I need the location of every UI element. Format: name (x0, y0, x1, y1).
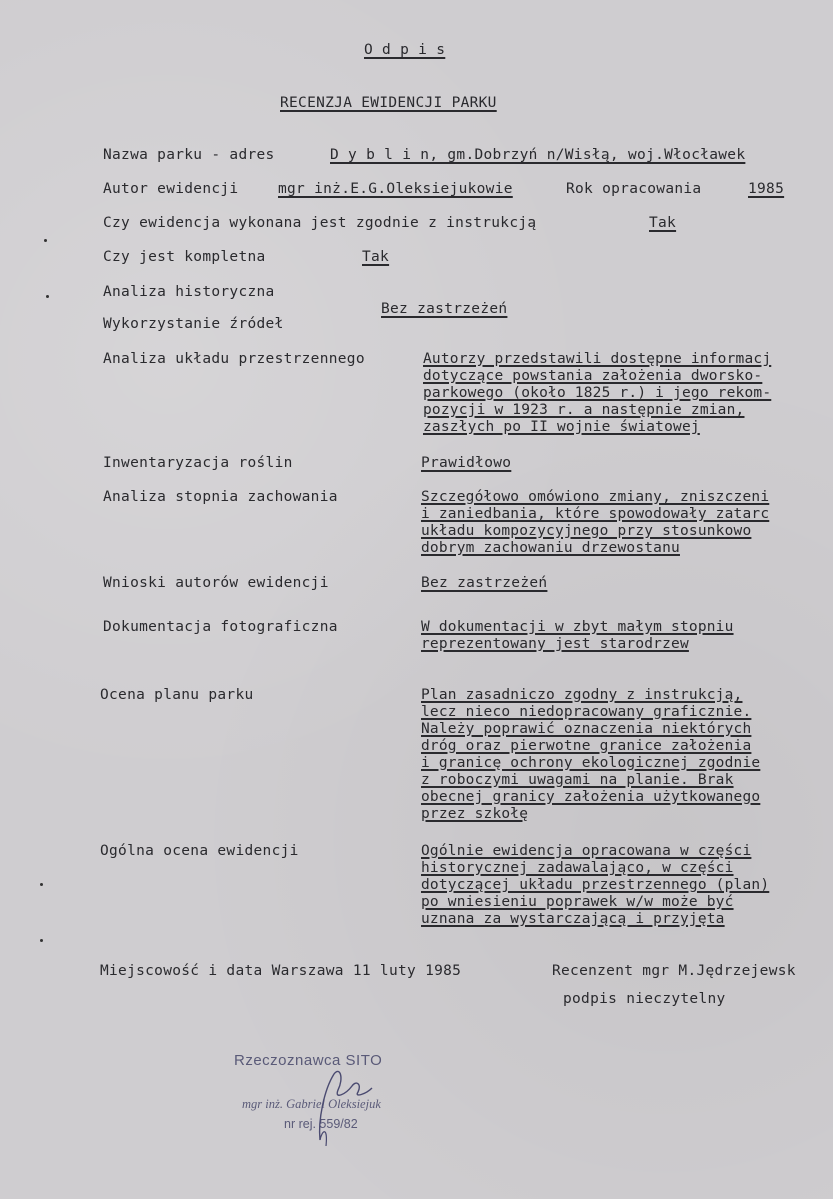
spatial-label: Analiza układu przestrzennego (103, 351, 365, 367)
overall-line: Ogólnie ewidencja opracowana w części (421, 843, 752, 859)
spatial-line: pozycji w 1923 r. a następnie zmian, (423, 402, 745, 418)
sources-label: Wykorzystanie źródeł (103, 316, 284, 332)
plan-line: Należy poprawić oznaczenia niektórych (421, 721, 752, 737)
photo-value (421, 619, 734, 653)
author-label: Autor ewidencji (103, 181, 239, 197)
plants-label: Inwentaryzacja roślin (103, 455, 293, 471)
plan-line: przez szkołę (421, 806, 529, 822)
margin-dot (44, 239, 47, 242)
spatial-line: dotyczące powstania założenia dworsko- (423, 368, 763, 384)
stamp-title: Rzeczoznawca SITO (234, 1052, 383, 1069)
instruction-label: Czy ewidencja wykonana jest zgodnie z instrukcją (103, 215, 537, 231)
overall-line: uznana za wystarczającą i przyjęta (421, 911, 725, 927)
conclusions-value: Bez zastrzeżeń (421, 575, 548, 591)
photo-line: reprezentowany jest starodrzew (421, 636, 689, 652)
plan-line: z roboczymi uwagami na planie. Brak (421, 772, 734, 788)
overall-line: po wniesieniu poprawek w/w może być (421, 894, 734, 910)
photo-label: Dokumentacja fotograficzna (103, 619, 338, 635)
plan-line: Plan zasadniczo zgodny z instrukcją, (421, 687, 743, 703)
park-value: D y b l i n, gm.Dobrzyń n/Wisłą, woj.Włocławek (330, 147, 746, 163)
historical-sources-value: Bez zastrzeżeń (381, 301, 508, 317)
plan-line: i granicę ochrony ekologicznej zgodnie (421, 755, 761, 771)
preservation-line: i zaniedbania, które spowodowały zatarc (421, 506, 770, 522)
overall-line: dotyczącej układu przestrzennego (plan) (421, 877, 770, 893)
plan-line: dróg oraz pierwotne granice założenia (421, 738, 752, 754)
preservation-line: Szczegółowo omówiono zmiany, zniszczeni (421, 489, 770, 505)
park-label: Nazwa parku - adres (103, 147, 275, 163)
doc-title: RECENZJA EWIDENCJI PARKU (280, 95, 497, 111)
plan-line: lecz nieco niedopracowany graficznie. (421, 704, 752, 720)
place-date: Miejscowość i data Warszawa 11 luty 1985 (100, 963, 462, 979)
preservation-line: dobrym zachowaniu drzewostanu (421, 540, 680, 556)
spatial-line: parkowego (około 1825 r.) i jego rekom- (423, 385, 772, 401)
plan-value (421, 687, 760, 823)
historical-label: Analiza historyczna (103, 284, 275, 300)
spatial-line: zaszłych po II wojnie światowej (423, 419, 700, 435)
year-value: 1985 (748, 181, 785, 197)
reviewer: Recenzent mgr M.Jędrzejewsk (552, 963, 796, 979)
plants-value: Prawidłowo (421, 455, 512, 471)
stamp-name: mgr inż. Gabriel Oleksiejuk (242, 1097, 381, 1111)
doc-header: O d p i s (364, 42, 446, 58)
margin-dot (40, 939, 43, 942)
complete-value: Tak (362, 249, 390, 265)
overall-label: Ogólna ocena ewidencji (100, 843, 299, 859)
author-value: mgr inż.E.G.Oleksiejukowie (278, 181, 513, 197)
preservation-value (421, 489, 769, 557)
handwritten-signature (300, 1060, 380, 1150)
instruction-value: Tak (649, 215, 677, 231)
conclusions-label: Wnioski autorów ewidencji (103, 575, 329, 591)
complete-label: Czy jest kompletna (103, 249, 266, 265)
stamp-registration: nr rej. 559/82 (284, 1117, 358, 1131)
preservation-line: układu kompozycyjnego przy stosunkowo (421, 523, 752, 539)
spatial-line: Autorzy przedstawili dostępne informacj (423, 351, 772, 367)
preservation-label: Analiza stopnia zachowania (103, 489, 338, 505)
overall-line: historycznej zadawalająco, w części (421, 860, 734, 876)
margin-dot (40, 883, 43, 886)
signature-note: podpis nieczytelny (563, 991, 726, 1007)
photo-line: W dokumentacji w zbyt małym stopniu (421, 619, 734, 635)
margin-dot (46, 295, 49, 298)
plan-line: obecnej granicy założenia użytkowanego (421, 789, 761, 805)
overall-value (421, 843, 769, 928)
year-label: Rok opracowania (566, 181, 702, 197)
plan-label: Ocena planu parku (100, 687, 254, 703)
spatial-value (423, 351, 771, 436)
